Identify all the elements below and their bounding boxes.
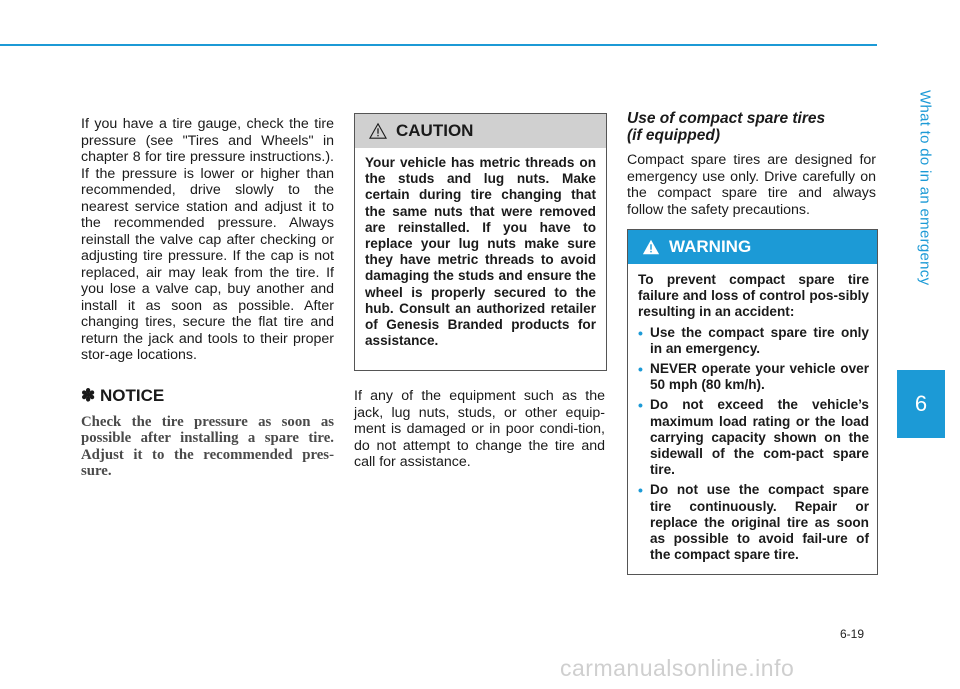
bullet-icon: •: [638, 361, 643, 378]
page-number: 6-19: [840, 627, 865, 641]
list-item-text: NEVER operate your vehicle over 50 mph (80 km/h).: [650, 361, 869, 393]
warning-intro: To prevent compact spare tire failure and loss of control pos-sibly resulting in an accident:: [638, 272, 869, 320]
warning-header: [628, 230, 877, 264]
list-item: [638, 361, 869, 393]
section-heading-line1: Use of compact spare tires: [627, 110, 826, 127]
column-1: [81, 116, 334, 480]
watermark: carmanualsonline.info: [560, 655, 795, 681]
warning-triangle-icon: [642, 238, 660, 256]
header-rule: [0, 44, 877, 46]
list-item-text: Use the compact spare tire only in an emergency.: [650, 324, 869, 356]
column-3: [627, 110, 876, 218]
list-item-text: Do not use the compact spare tire continuously. Repair or replace the original tire as soon as possible to avoid fail-ure of the compact spare tire.: [650, 482, 869, 563]
bullet-icon: •: [638, 324, 643, 341]
chapter-number-tab: 6: [897, 370, 945, 438]
bullet-icon: •: [638, 397, 643, 414]
warning-list: [638, 325, 869, 564]
list-item: [638, 325, 869, 357]
caution-title: CAUTION: [396, 121, 474, 140]
list-item-text: Do not exceed the vehicle’s maximum load rating or the load carrying capacity shown on the sidewall of the com-pact spare tire.: [650, 397, 869, 478]
warning-title: WARNING: [669, 237, 752, 256]
section-heading-line2: (if equipped): [627, 127, 720, 144]
notice-text: Check the tire pressure as soon as possible after installing a spare tire. Adjust it to the recommended pres-sure.: [81, 413, 334, 479]
equipment-paragraph: If any of the equipment such as the jack, lug nuts, studs, or other equip-ment is damaged or in poor condi-tion, do not attempt to change the tire and call for assistance.: [354, 388, 605, 470]
list-item: [638, 397, 869, 478]
bullet-icon: •: [638, 482, 643, 499]
caution-box: [354, 113, 607, 371]
chapter-title: What to do in an emergency: [916, 90, 934, 286]
tire-pressure-paragraph: If you have a tire gauge, check the tire pressure (see "Tires and Wheels" in chapter 8 for tire pressure instructions.). If the pressure is lower or higher than recommended, drive slowly to the nearest service station and adjust it to the recommended pressure. Always reinstall the valve cap after checking or adjusting tire pressure. If the cap is not replaced, air may leak from the tire. If you lose a valve cap, buy another and install it as soon as possible. After changing tires, secure the flat tire and return the jack and tools to their proper stor-age locations.: [81, 116, 334, 363]
caution-header: [355, 114, 606, 148]
warning-box: [627, 229, 878, 575]
notice-heading: ✽ NOTICE: [81, 385, 165, 405]
list-item: [638, 482, 869, 563]
section-heading: [627, 110, 876, 144]
caution-text: Your vehicle has metric threads on the studs and lug nuts. Make certain during tire changing that the same nuts that were removed are reinstalled. If you have to replace your lug nuts make sure they have metric threads to avoid damaging the studs and ensure the wheel is properly secured to the hub. Consult an authorized retailer of Genesis Branded products for assistance.: [365, 155, 596, 349]
column-2: [354, 388, 605, 471]
warning-triangle-icon: [369, 122, 387, 140]
compact-spare-paragraph: Compact spare tires are designed for emergency use only. Drive carefully on the compact spare tire and always follow the safety precautions.: [627, 152, 876, 218]
warning-body: [628, 264, 877, 563]
